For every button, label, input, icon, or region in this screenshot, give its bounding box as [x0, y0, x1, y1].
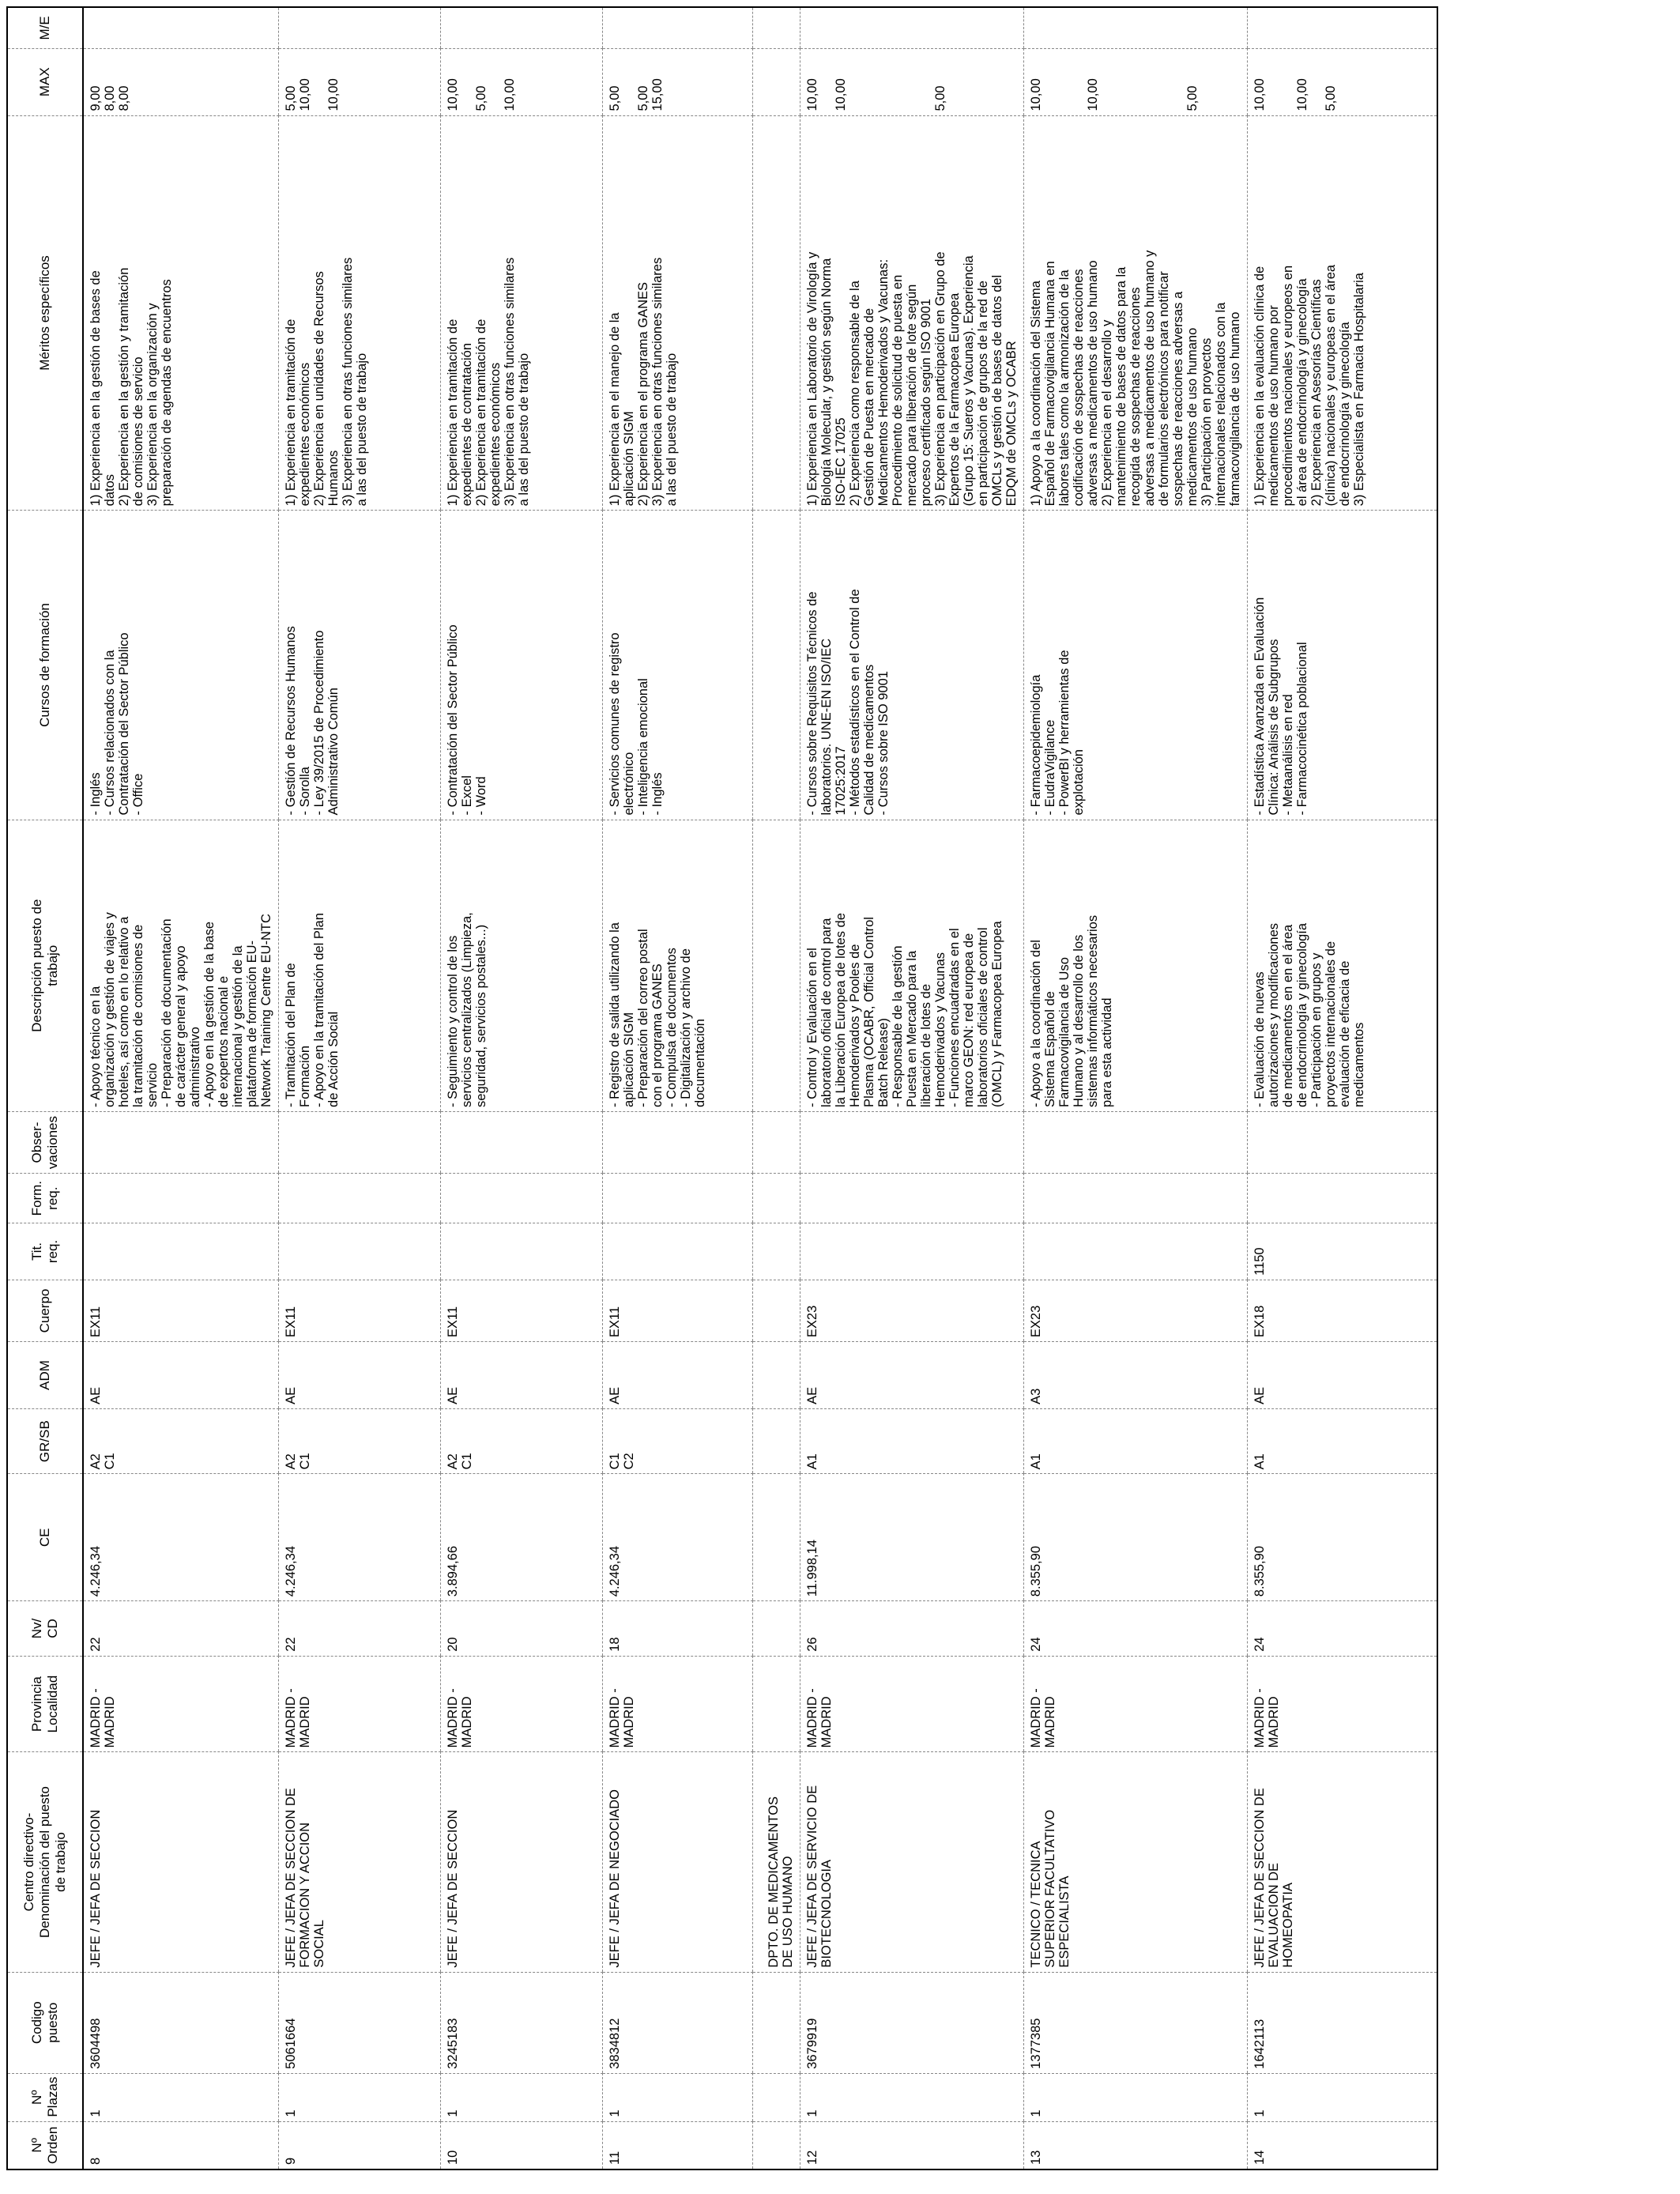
cell-form: [83, 1174, 279, 1223]
cell-codigo: 3245183: [441, 1972, 603, 2073]
cell-descripcion: - Seguimiento y control de los servicios centralizados (Limpieza, seguridad, servicios postales...): [441, 820, 603, 1111]
table-row: [800, 7, 1024, 2169]
cell-cursos: - Gestión de Recursos Humanos - Sorolla - Ley 39/2015 de Procedimiento Administrativo Común: [279, 511, 441, 820]
cell-meritos: 1) Experiencia en la evaluación clínica de medicamentos de uso humano por procedimientos nacionales y europeos en el área de endocrinología y ginecología 2) Experiencia en Asesorías Científicas (clínica) nacionales y europeas en el área de endocrinología y ginecología 3) Especialista en Farmacia Hospitalaria: [1248, 115, 1437, 511]
cell-cursos: - Inglés - Cursos relacionados con la Contratación del Sector Público - Office: [83, 511, 279, 820]
cell-cuerpo: EX23: [800, 1280, 1024, 1341]
cell-ce: 3.894,66: [441, 1474, 603, 1601]
job-positions-table: [6, 6, 1438, 2170]
cell-descripcion: - Registro de salida utilizando la aplicación SIGM - Preparación del correo postal con el programa GANES - Compulsa de documentos - Digitalización y archivo de documentación: [603, 820, 753, 1111]
cell-orden: 13: [1024, 2121, 1248, 2169]
cell-nivel: 24: [1024, 1601, 1248, 1657]
cell-max: 9,00 8,00 8,00: [83, 48, 279, 115]
cell-orden: 14: [1248, 2121, 1437, 2169]
empty-cell: [753, 48, 800, 115]
cell-meritos: 1) Experiencia en Laboratorio de Virología y Biología Molecular, y gestión según Norma ISO-IEC 17025 2) Experiencia como responsable de la Gestión de Puesta en mercado de Medicamentos Hemoderivados y Vacunas: Procedimiento de solicitud de puesta en mercado para liberación de lote según proceso certificado según ISO 9001 3) Experiencia en participación en Grupo de Expertos de la Farmacopea Europea (Grupo 15: Sueros y Vacunas). Experiencia en participación de grupos de la red de OMCLs y gestión de bases de datos del EDQM de OMCLs y OCABR: [800, 115, 1024, 511]
empty-cell: [753, 1280, 800, 1341]
cell-plazas: 1: [603, 2073, 753, 2121]
header-tit: Tit. req.: [7, 1223, 83, 1280]
cell-descripcion: - Tramitación del Plan de Formación - Apoyo en la tramitación del Plan de Acción Social: [279, 820, 441, 1111]
header-plazas: Nº Plazas: [7, 2073, 83, 2121]
cell-max: 10,00 10,00 5,00: [1248, 48, 1437, 115]
cell-centro: TECNICO / TECNICA SUPERIOR FACULTATIVO ESPECIALISTA: [1024, 1752, 1248, 1972]
empty-cell: [753, 115, 800, 511]
cell-ce: 4.246,34: [603, 1474, 753, 1601]
header-max: MAX: [7, 48, 83, 115]
cell-cuerpo: EX18: [1248, 1280, 1437, 1341]
cell-obs: [279, 1111, 441, 1173]
cell-max: 10,00 5,00 10,00: [441, 48, 603, 115]
cell-me: [279, 7, 441, 48]
cell-centro: JEFE / JEFA DE SECCION: [441, 1752, 603, 1972]
cell-tit: 1150: [1248, 1223, 1437, 1280]
cell-descripcion: - Evaluación de nuevas autorizaciones y modificaciones de medicamentos en en el área de endocrinología y ginecología - Participación en grupos y proyectos internacionales de evaluación de eficacia de medicamentos: [1248, 820, 1437, 1111]
cell-cuerpo: EX23: [1024, 1280, 1248, 1341]
empty-cell: [753, 1972, 800, 2073]
cell-ce: 11.998,14: [800, 1474, 1024, 1601]
table-row: [1248, 7, 1437, 2169]
empty-cell: [753, 1174, 800, 1223]
table-header-row: [7, 7, 83, 2169]
empty-cell: [753, 820, 800, 1111]
cell-grupo: A1: [1248, 1408, 1437, 1474]
cell-me: [83, 7, 279, 48]
cell-nivel: 22: [83, 1601, 279, 1657]
cell-grupo: A2 C1: [441, 1408, 603, 1474]
cell-adm: AE: [1248, 1342, 1437, 1409]
cell-tit: [441, 1223, 603, 1280]
cell-cursos: - Farmacoepidemiología - EudraVigilance - PowerBI y herramientas de explotación: [1024, 511, 1248, 820]
empty-cell: [753, 1342, 800, 1409]
cell-max: 10,00 10,00 5,00: [1024, 48, 1248, 115]
cell-form: [800, 1174, 1024, 1223]
cell-adm: AE: [83, 1342, 279, 1409]
cell-tit: [1024, 1223, 1248, 1280]
cell-obs: [800, 1111, 1024, 1173]
cell-provincia: MADRID - MADRID: [1248, 1656, 1437, 1752]
cell-nivel: 24: [1248, 1601, 1437, 1657]
header-grupo: GR/SB: [7, 1408, 83, 1474]
cell-cuerpo: EX11: [279, 1280, 441, 1341]
cell-plazas: 1: [83, 2073, 279, 2121]
cell-me: [1024, 7, 1248, 48]
cell-codigo: 1377385: [1024, 1972, 1248, 2073]
cell-ce: 4.246,34: [279, 1474, 441, 1601]
cell-codigo: 5061664: [279, 1972, 441, 2073]
header-centro: Centro directivo- Denominación del puesto de trabajo: [7, 1752, 83, 1972]
cell-codigo: 1642113: [1248, 1972, 1437, 2073]
header-form: Form. req.: [7, 1174, 83, 1223]
cell-form: [603, 1174, 753, 1223]
cell-provincia: MADRID - MADRID: [800, 1656, 1024, 1752]
cell-cursos: - Servicios comunes de registro electrónico - Inteligencia emocional - Inglés: [603, 511, 753, 820]
header-cursos: Cursos de formación: [7, 511, 83, 820]
cell-cursos: - Cursos sobre Requisitos Técnicos de laboratorios. UNE-EN ISO/IEC 17025:2017 - Métodos estadísticos en el Control de Calidad de medicamentos - Cursos sobre ISO 9001: [800, 511, 1024, 820]
cell-grupo: A2 C1: [279, 1408, 441, 1474]
table-row: [441, 7, 603, 2169]
empty-cell: [753, 7, 800, 48]
header-ce: CE: [7, 1474, 83, 1601]
section-row: [753, 7, 800, 2169]
cell-me: [603, 7, 753, 48]
cell-meritos: 1) Experiencia en tramitación de expedientes de contratación 2) Experiencia en tramitación de expedientes económicos 3) Experiencia en otras funciones similares a las del puesto de trabajo: [441, 115, 603, 511]
cell-adm: AE: [603, 1342, 753, 1409]
cell-plazas: 1: [800, 2073, 1024, 2121]
cell-orden: 10: [441, 2121, 603, 2169]
cell-codigo: 3834812: [603, 1972, 753, 2073]
cell-provincia: MADRID - MADRID: [603, 1656, 753, 1752]
cell-max: 5,00 10,00 10,00: [279, 48, 441, 115]
cell-cursos: - Contratación del Sector Público - Excel - Word: [441, 511, 603, 820]
cell-obs: [603, 1111, 753, 1173]
cell-meritos: 1) Experiencia en la gestión de bases de datos 2) Experiencia en la gestión y tramitación de comisiones de servicio 3) Experiencia en la organización y preparación de agendas de encuentros: [83, 115, 279, 511]
cell-plazas: 1: [1248, 2073, 1437, 2121]
table-row: [1024, 7, 1248, 2169]
cell-ce: 8.355,90: [1248, 1474, 1437, 1601]
cell-centro: JEFE / JEFA DE SECCION DE EVALUACION DE HOMEOPATIA: [1248, 1752, 1437, 1972]
cell-adm: A3: [1024, 1342, 1248, 1409]
cell-plazas: 1: [441, 2073, 603, 2121]
cell-nivel: 20: [441, 1601, 603, 1657]
cell-tit: [603, 1223, 753, 1280]
cell-tit: [83, 1223, 279, 1280]
header-meritos: Méritos específicos: [7, 115, 83, 511]
cell-cursos: - Estadística Avanzada en Evaluación Clínica: Análisis de Subgrupos - Metaanálisis en red - Farmacocinética poblacional: [1248, 511, 1437, 820]
cell-provincia: MADRID - MADRID: [279, 1656, 441, 1752]
cell-obs: [441, 1111, 603, 1173]
section-title: DPTO. DE MEDICAMENTOS DE USO HUMANO: [753, 1752, 800, 1972]
cell-obs: [83, 1111, 279, 1173]
empty-cell: [753, 1656, 800, 1752]
empty-cell: [753, 2073, 800, 2121]
cell-centro: JEFE / JEFA DE SECCION DE FORMACION Y ACCION SOCIAL: [279, 1752, 441, 1972]
cell-me: [800, 7, 1024, 48]
cell-max: 10,00 10,00 5,00: [800, 48, 1024, 115]
header-nivel: Nv/ CD: [7, 1601, 83, 1657]
header-me: M/E: [7, 7, 83, 48]
cell-orden: 9: [279, 2121, 441, 2169]
cell-adm: AE: [441, 1342, 603, 1409]
cell-form: [279, 1174, 441, 1223]
empty-cell: [753, 1111, 800, 1173]
cell-codigo: 3679919: [800, 1972, 1024, 2073]
empty-cell: [753, 1223, 800, 1280]
header-descripcion: Descripción puesto de trabajo: [7, 820, 83, 1111]
header-cuerpo: Cuerpo: [7, 1280, 83, 1341]
empty-cell: [753, 511, 800, 820]
cell-obs: [1248, 1111, 1437, 1173]
cell-tit: [800, 1223, 1024, 1280]
cell-provincia: MADRID - MADRID: [83, 1656, 279, 1752]
cell-provincia: MADRID - MADRID: [1024, 1656, 1248, 1752]
cell-me: [441, 7, 603, 48]
cell-nivel: 18: [603, 1601, 753, 1657]
empty-cell: [753, 1408, 800, 1474]
table-row: [279, 7, 441, 2169]
table-row: [603, 7, 753, 2169]
cell-provincia: MADRID - MADRID: [441, 1656, 603, 1752]
cell-max: 5,00 5,00 15,00: [603, 48, 753, 115]
empty-cell: [753, 1601, 800, 1657]
header-orden: Nº Orden: [7, 2121, 83, 2169]
cell-nivel: 22: [279, 1601, 441, 1657]
cell-orden: 12: [800, 2121, 1024, 2169]
cell-centro: JEFE / JEFA DE SECCION: [83, 1752, 279, 1972]
cell-meritos: 1) Apoyo a la coordinación del Sistema Español de Farmacovigilancia Humana en labores tales como la armonización de la codificación de sospechas de reacciones adversas a medicamentos de uso humano 2) Experiencia en el desarrollo y mantenimiento de bases de datos para la recogida de sospechas de reacciones adversas a medicamentos de uso humano y de formularios electrónicos para notificar sospechas de reacciones adversas a medicamentos de uso humano 3) Participación en proyectos internacionales relacionados con la farmacovigilancia de uso humano: [1024, 115, 1248, 511]
cell-grupo: C1 C2: [603, 1408, 753, 1474]
cell-descripcion: - Apoyo a la coordinación del Sistema Español de Farmacovigilancia de Uso Humano y al desarrollo de los sistemas informáticos necesarios para esta actividad: [1024, 820, 1248, 1111]
cell-cuerpo: EX11: [83, 1280, 279, 1341]
table-row: [83, 7, 279, 2169]
header-adm: ADM: [7, 1342, 83, 1409]
header-codigo: Codigo puesto: [7, 1972, 83, 2073]
cell-meritos: 1) Experiencia en el manejo de la aplicación SIGM 2) Experiencia en el programa GANES 3) Experiencia en otras funciones similares a las del puesto de trabajo: [603, 115, 753, 511]
cell-tit: [279, 1223, 441, 1280]
empty-cell: [753, 1474, 800, 1601]
cell-adm: AE: [279, 1342, 441, 1409]
cell-plazas: 1: [279, 2073, 441, 2121]
cell-plazas: 1: [1024, 2073, 1248, 2121]
cell-descripcion: - Control y Evaluación en el laboratorio oficial de control para la Liberación Europea de lotes de Hemoderivados y Pooles de Plasma (OCABR, Official Control Batch Release) - Responsable de la gestión Puesta en Mercado para la liberación de lotes de Hemoderivados y Vacunas - Funciones encuadradas en el marco GEON: red europea de laboratorios oficiales de control (OMCL) y Farmacopea Europea: [800, 820, 1024, 1111]
cell-form: [1248, 1174, 1437, 1223]
cell-orden: 11: [603, 2121, 753, 2169]
cell-cuerpo: EX11: [603, 1280, 753, 1341]
cell-codigo: 3604498: [83, 1972, 279, 2073]
cell-ce: 8.355,90: [1024, 1474, 1248, 1601]
cell-adm: AE: [800, 1342, 1024, 1409]
cell-meritos: 1) Experiencia en tramitación de expedientes económicos 2) Experiencia en unidades de Recursos Humanos 3) Experiencia en otras funciones similares a las del puesto de trabajo: [279, 115, 441, 511]
cell-grupo: A1: [800, 1408, 1024, 1474]
cell-form: [441, 1174, 603, 1223]
cell-me: [1248, 7, 1437, 48]
header-provincia: Provincia Localidad: [7, 1656, 83, 1752]
cell-ce: 4.246,34: [83, 1474, 279, 1601]
cell-descripcion: - Apoyo técnico en la organización y gestión de viajes y hoteles, así como en lo relativo a la tramitación de comisiones de servicio - Preparación de documentación de carácter general y apoyo administrativo - Apoyo en la gestión de la base de expertos nacional e internacional y gestión de la plataforma de formación EU- Network Training Centre EU-NTC: [83, 820, 279, 1111]
cell-form: [1024, 1174, 1248, 1223]
cell-centro: JEFE / JEFA DE SERVICIO DE BIOTECNOLOGIA: [800, 1752, 1024, 1972]
header-obs: Obser- vaciones: [7, 1111, 83, 1173]
cell-grupo: A1: [1024, 1408, 1248, 1474]
empty-cell: [753, 2121, 800, 2169]
cell-obs: [1024, 1111, 1248, 1173]
cell-nivel: 26: [800, 1601, 1024, 1657]
cell-centro: JEFE / JEFA DE NEGOCIADO: [603, 1752, 753, 1972]
cell-orden: 8: [83, 2121, 279, 2169]
cell-cuerpo: EX11: [441, 1280, 603, 1341]
cell-grupo: A2 C1: [83, 1408, 279, 1474]
